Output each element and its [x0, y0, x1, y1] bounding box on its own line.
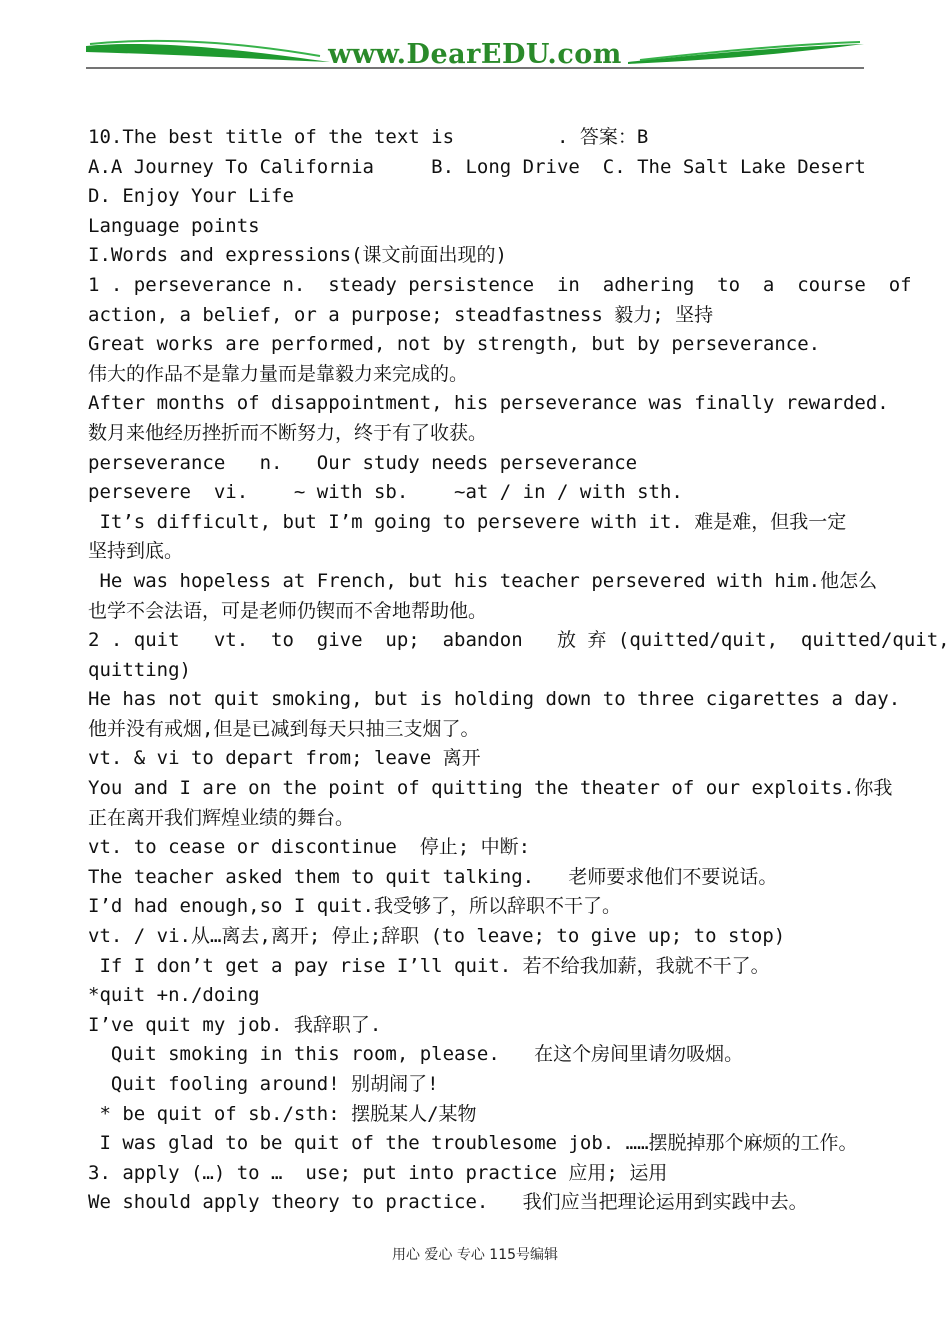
text-line: D. Enjoy Your Life — [88, 185, 294, 208]
page-header — [0, 0, 950, 80]
text-line: 他并没有戒烟,但是已减到每天只抽三支烟了。 — [88, 717, 480, 740]
text-line: After months of disappointment, his perseverance was finally rewarded. — [88, 392, 889, 415]
text-line: Language points — [88, 214, 260, 237]
text-line: quitting) — [88, 658, 191, 681]
page-footer: 用心 爱心 专心 115号编辑 — [391, 1247, 559, 1263]
text-line: 伟大的作品不是靠力量而是靠毅力来完成的。 — [88, 362, 469, 385]
text-line: persevere vi. ~ with sb. ~at / in / with sth. — [88, 481, 683, 504]
text-line: He was hopeless at French, but his teacher persevered with him.他怎么 — [88, 569, 878, 592]
text-line: 2 . quit vt. to give up; abandon 放 弃 (quitted/quit, quitted/quit, — [88, 629, 950, 652]
text-line: 正在离开我们辉煌业绩的舞台。 — [88, 806, 355, 829]
text-line: Quit smoking in this room, please. 在这个房间里请勿吸烟。 — [88, 1043, 744, 1066]
text-line: 1 . perseverance n. steady persistence in adhering to a course of — [88, 273, 912, 296]
text-line: Quit fooling around! 别胡闹了! — [88, 1073, 439, 1095]
text-line: 坚持到底。 — [88, 540, 184, 563]
text-line: action, a belief, or a purpose; steadfastness 毅力; 坚持 — [88, 303, 714, 326]
text-line: We should apply theory to practice. 我们应当把理论运用到实践中去。 — [88, 1191, 808, 1214]
text-line: Great works are performed, not by strength, but by perseverance. — [88, 333, 821, 356]
text-line: perseverance n. Our study needs perseverance — [88, 451, 638, 474]
text-line: * be quit of sb./sth: 摆脱某人/某物 — [88, 1102, 477, 1125]
text-line: vt. to cease or discontinue 停止; 中断: — [88, 836, 531, 859]
text-line: vt. / vi.从…离去,离开; 停止;辞职 (to leave; to give up; to stop) — [88, 925, 786, 948]
text-line: vt. & vi to depart from; leave 离开 — [88, 747, 481, 770]
text-line: He has not quit smoking, but is holding down to three cigarettes a day. — [88, 688, 901, 711]
site-url: www.DearEDU.com — [328, 39, 622, 70]
text-line: You and I are on the point of quitting the theater of our exploits.你我 — [88, 777, 893, 800]
text-line: The teacher asked them to quit talking. 老师要求他们不要说话。 — [88, 865, 778, 888]
text-line: If I don’t get a pay rise I’ll quit. 若不给我加薪，我就不干了。 — [88, 954, 770, 977]
text-line: A.A Journey To California B. Long Drive C. The Salt Lake Desert — [88, 155, 866, 178]
text-line: 3. apply (…) to … use; put into practice 应用; 运用 — [88, 1161, 668, 1184]
text-line: I was glad to be quit of the troublesome job. ……摆脱掉那个麻烦的工作。 — [88, 1132, 858, 1155]
text-line: It’s difficult, but I’m going to persevere with it. 难是难，但我一定 — [88, 510, 847, 533]
text-line: 也学不会法语，可是老师仍锲而不舍地帮助他。 — [88, 599, 488, 622]
text-line: I’ve quit my job. 我辞职了. — [88, 1013, 382, 1036]
text-line: I’d had enough,so I quit.我受够了，所以辞职不干了。 — [88, 895, 621, 918]
text-line: *quit +n./doing — [88, 984, 260, 1007]
document-body — [88, 123, 950, 1218]
text-line: 10.The best title of the text is . 答案：B — [88, 126, 649, 148]
text-line: 数月来他经历挫折而不断努力，终于有了收获。 — [88, 421, 488, 444]
text-line: I.Words and expressions(课文前面出现的) — [88, 244, 507, 267]
